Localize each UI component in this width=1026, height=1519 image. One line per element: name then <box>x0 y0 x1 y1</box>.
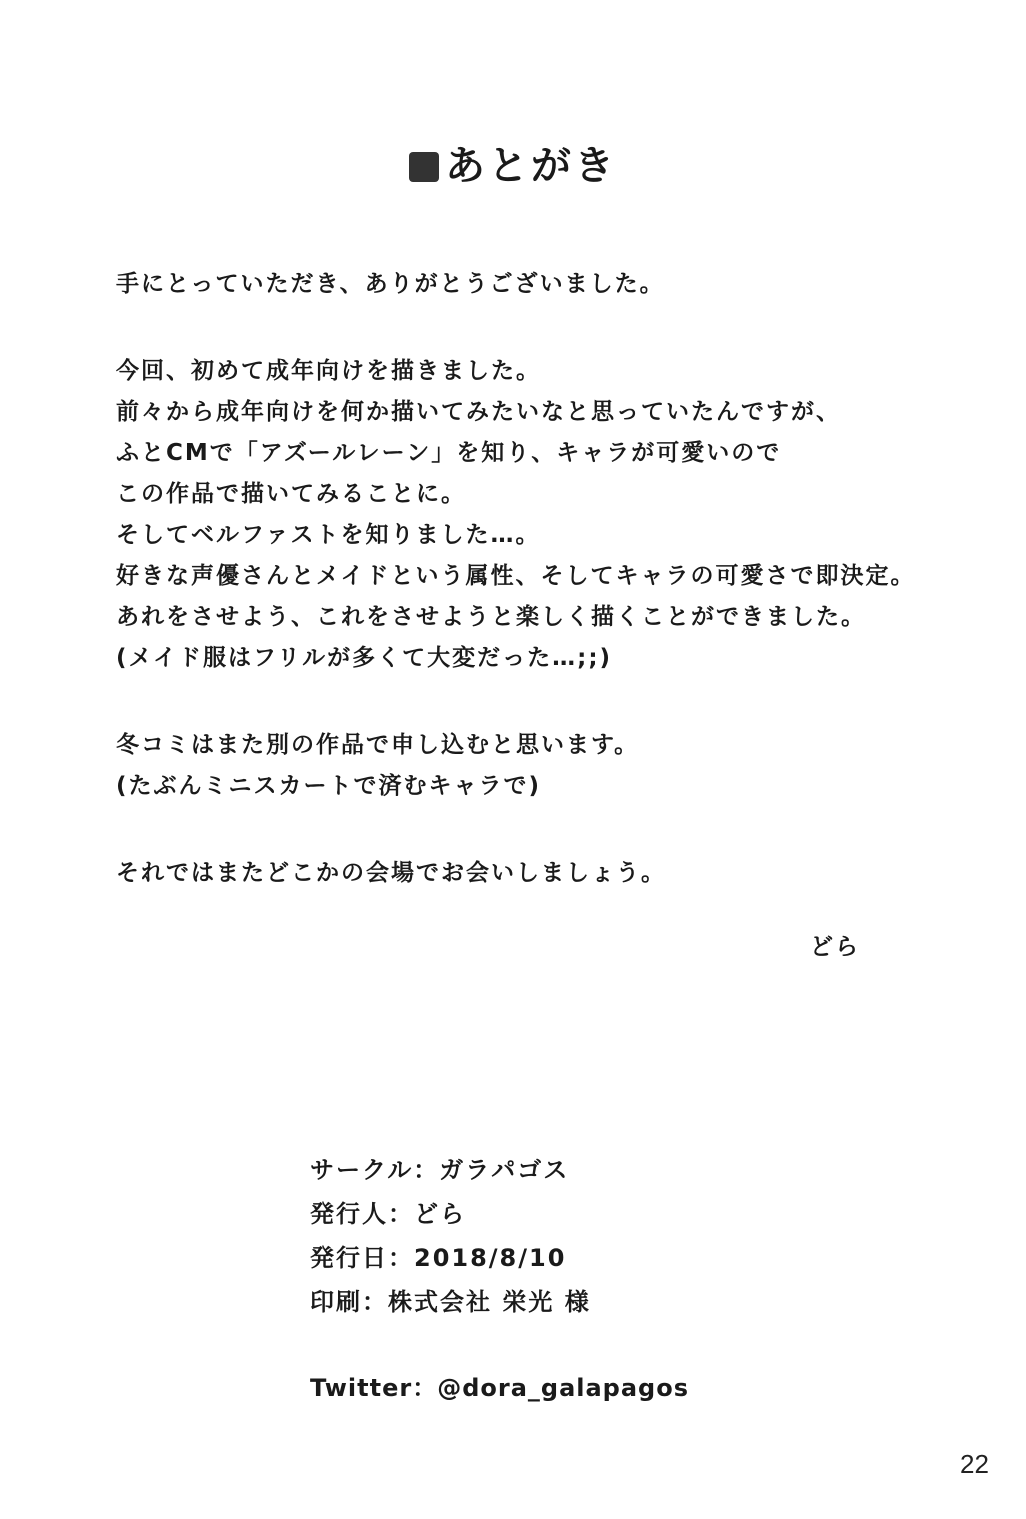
colophon-publisher: 発行人：どら <box>310 1200 466 1228</box>
text-line: あれをさせよう、これをさせようと楽しく描くことができました。 <box>116 604 866 630</box>
text-line: ふとCMで「アズールレーン」を知り、キャラが可愛いので <box>116 440 782 466</box>
text-line: (たぶんミニスカートで済むキャラで) <box>116 773 542 799</box>
colophon-circle: サークル：ガラパゴス <box>310 1156 570 1184</box>
heading-text: あとがき <box>445 143 617 189</box>
text-line: この作品で描いてみることに。 <box>116 481 466 507</box>
text-line: 今回、初めて成年向けを描きました。 <box>116 358 541 384</box>
page-heading <box>0 142 1026 190</box>
colophon-date: 発行日：2018/8/10 <box>310 1244 567 1272</box>
text-line: 冬コミはまた別の作品で申し込むと思います。 <box>116 732 640 758</box>
twitter-handle: Twitter：@dora_galapagos <box>310 1374 690 1402</box>
paragraph-farewell <box>116 853 916 894</box>
text-line: 好きな声優さんとメイドという属性、そしてキャラの可愛さで即決定。 <box>116 563 916 589</box>
text-line: 前々から成年向けを何か描いてみたいなと思っていたんですが、 <box>116 399 841 425</box>
paragraph-thanks <box>116 264 916 305</box>
paragraph-story <box>116 351 916 679</box>
paragraph-winter-comiket <box>116 725 916 807</box>
text-line: それではまたどこかの会場でお会いしましょう。 <box>116 860 666 886</box>
text-line: (メイド服はフリルが多くて大変だった…;;) <box>116 645 613 671</box>
square-bullet-icon <box>409 152 439 182</box>
colophon-printer: 印刷：株式会社 栄光 様 <box>310 1288 591 1316</box>
text-line: 手にとっていただき、ありがとうございました。 <box>116 271 665 297</box>
afterword-body <box>116 264 916 940</box>
author-signature: どら <box>810 934 860 960</box>
colophon <box>310 1148 591 1324</box>
page-number: 22 <box>960 1449 989 1479</box>
text-line: そしてベルファストを知りました…。 <box>116 522 541 548</box>
